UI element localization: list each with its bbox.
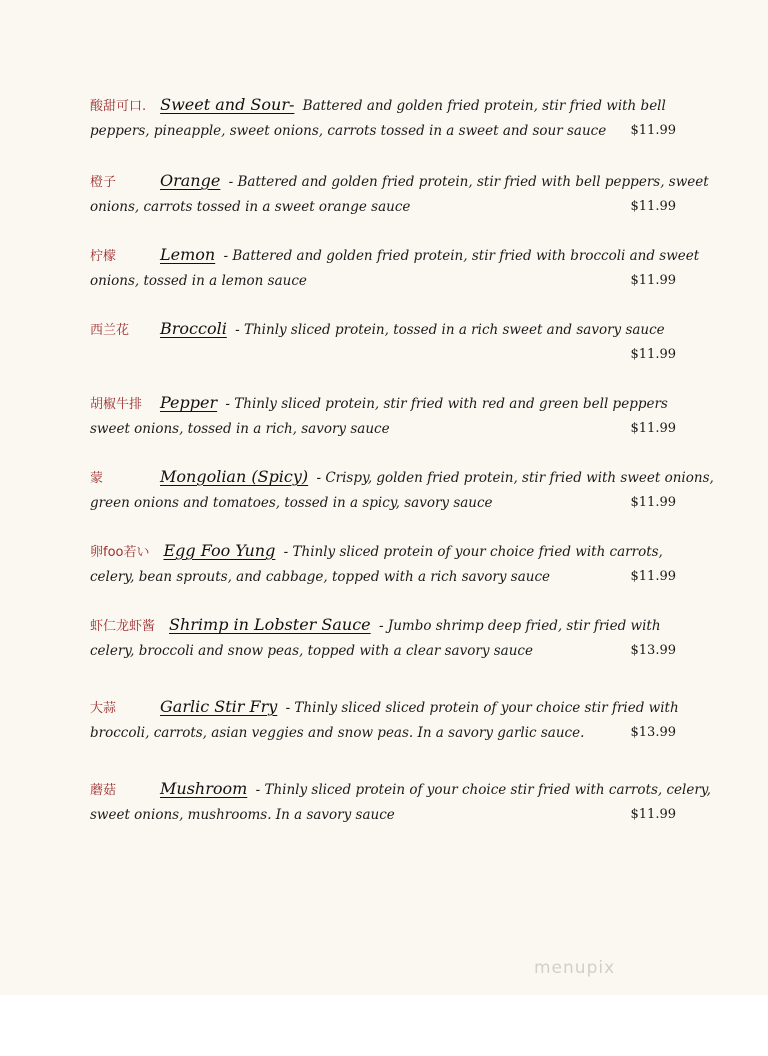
item-chinese-name: 柠檬 (90, 249, 117, 264)
menu-item-orange (90, 168, 709, 220)
item-chinese-name: 虾仁龙虾酱 (90, 619, 156, 634)
item-description-cont: peppers, pineapple, sweet onions, carrots tossed in a sweet and sour sauce (90, 123, 607, 139)
menu-item-mongolian (90, 464, 714, 516)
item-description-cont: sweet onions, mushrooms. In a savory sauce (90, 807, 395, 823)
item-name: Pepper (160, 393, 218, 412)
item-name: Mongolian (Spicy) (160, 467, 309, 486)
item-description: Battered and golden fried protein, stir fried with bell (302, 98, 666, 114)
item-name: Egg Foo Yung (163, 541, 276, 560)
item-name: Lemon (160, 245, 216, 264)
item-description-cont: broccoli, carrots, asian veggies and snow peas. In a savory garlic sauce. (90, 725, 585, 741)
item-name: Mushroom (160, 779, 248, 798)
item-description-cont: onions, tossed in a lemon sauce (90, 273, 307, 289)
item-description: - Thinly sliced protein, tossed in a rich sweet and savory sauce (235, 322, 665, 338)
item-price: $11.99 (630, 273, 676, 288)
item-price: $11.99 (630, 569, 676, 584)
item-chinese-name: 蒙 (90, 471, 104, 486)
item-name: Garlic Stir Fry (160, 697, 278, 716)
item-description: - Thinly sliced protein, stir fried with red and green bell peppers (225, 396, 668, 412)
item-chinese-name: 西兰花 (90, 323, 130, 338)
item-price: $13.99 (630, 725, 676, 740)
item-description: - Battered and golden fried protein, stir fried with broccoli and sweet (223, 248, 700, 264)
menu-item-broccoli (90, 316, 680, 368)
item-price: $11.99 (630, 421, 676, 436)
item-price: $11.99 (630, 495, 676, 510)
item-price: $11.99 (630, 807, 676, 822)
item-chinese-name: 大蒜 (90, 701, 117, 716)
item-name: Sweet and Sour- (160, 95, 295, 114)
page-margin (0, 995, 768, 1056)
item-description: - Thinly sliced protein of your choice stir fried with carrots, celery, (255, 782, 711, 798)
item-chinese-name: 橙子 (90, 175, 117, 190)
item-chinese-name: 胡椒牛排 (90, 397, 143, 412)
item-description-cont: celery, bean sprouts, and cabbage, topped with a rich savory sauce (90, 569, 551, 585)
item-price: $11.99 (630, 199, 676, 214)
menu-item-egg-foo-yung (90, 538, 680, 590)
menu-item-garlic-stir-fry (90, 694, 680, 746)
menu-item-mushroom (90, 776, 711, 828)
menu-item-lemon (90, 242, 700, 294)
item-price: $13.99 (630, 643, 676, 658)
item-description: - Thinly sliced protein of your choice fried with carrots, (283, 544, 663, 560)
item-description-cont: celery, broccoli and snow peas, topped with a clear savory sauce (90, 643, 533, 659)
item-chinese-name: 蘑菇 (90, 783, 117, 798)
item-chinese-name: 卵foo若い (90, 545, 150, 560)
item-chinese-name: 酸甜可口. (90, 99, 147, 114)
menu-item-sweet-and-sour (90, 92, 680, 144)
item-name: Broccoli (160, 319, 227, 338)
item-price: $11.99 (630, 123, 676, 138)
item-name: Shrimp in Lobster Sauce (169, 615, 371, 634)
watermark: menupix (534, 958, 616, 978)
item-description-cont: green onions and tomatoes, tossed in a spicy, savory sauce (90, 495, 493, 511)
item-name: Orange (160, 171, 221, 190)
item-description-cont: sweet onions, tossed in a rich, savory sauce (90, 421, 390, 437)
item-description: - Jumbo shrimp deep fried, stir fried with (378, 618, 661, 634)
item-price: $11.99 (630, 347, 676, 362)
item-description: - Crispy, golden fried protein, stir fried with sweet onions, (316, 470, 714, 486)
item-description-cont: onions, carrots tossed in a sweet orange sauce (90, 199, 411, 215)
menu-item-shrimp-lobster-sauce (90, 612, 680, 664)
item-description: - Thinly sliced sliced protein of your choice stir fried with (285, 700, 679, 716)
item-description: - Battered and golden fried protein, stir fried with bell peppers, sweet (228, 174, 709, 190)
menu-item-pepper (90, 390, 680, 442)
